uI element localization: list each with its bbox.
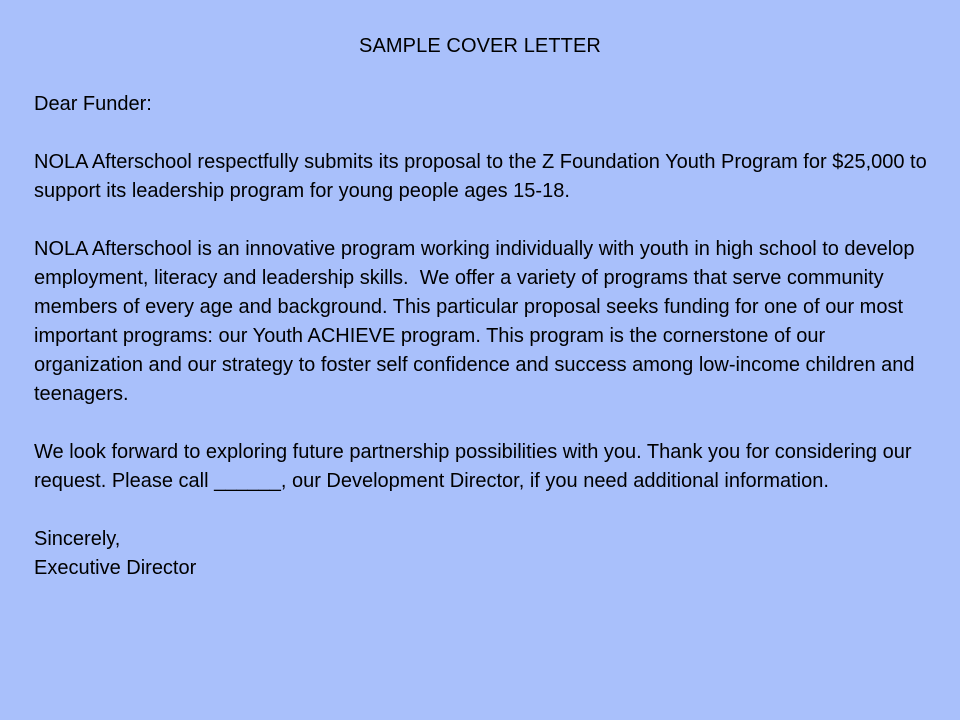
paragraph-spacer	[34, 206, 929, 235]
letter-body	[34, 90, 929, 583]
paragraph-spacer	[34, 496, 929, 525]
paragraph-closing-request: We look forward to exploring future partnership possibilities with you. Thank you for considering our request. Please call ______, our Development Director, if you need additional information.	[34, 441, 912, 492]
paragraph-spacer	[34, 409, 929, 438]
closing-line: Sincerely,	[34, 528, 121, 550]
signature-line: Executive Director	[34, 557, 197, 579]
paragraph-proposal: NOLA Afterschool respectfully submits its proposal to the Z Foundation Youth Program for $25,000 to support its leadership program for young people ages 15-18.	[34, 151, 927, 202]
salutation: Dear Funder:	[34, 93, 152, 115]
paragraph-spacer	[34, 119, 929, 148]
paragraph-program-description: NOLA Afterschool is an innovative program working individually with youth in high school to develop employment, literacy and leadership skills. We offer a variety of programs that serve community members of every age and background. This particular proposal seeks funding for one of our most important programs: our Youth ACHIEVE program. This program is the cornerstone of our organization and our strategy to foster self confidence and success among low-income children and teenagers.	[34, 238, 921, 405]
page-title: SAMPLE COVER LETTER	[359, 35, 601, 57]
